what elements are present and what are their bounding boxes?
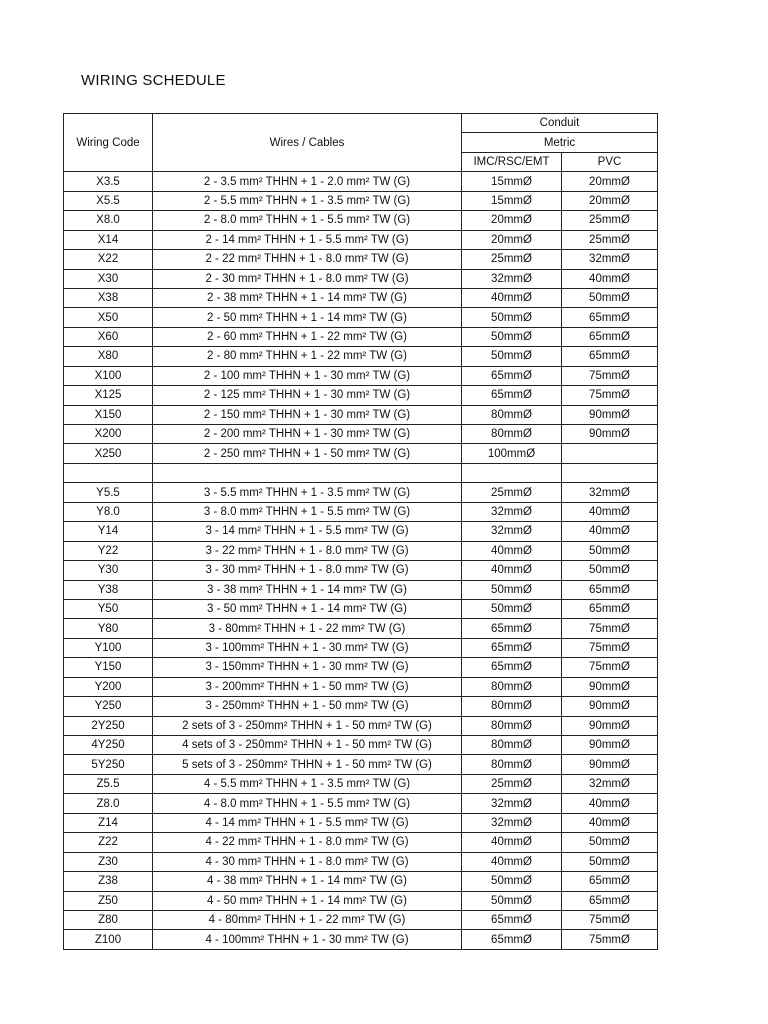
table-row: [64, 930, 658, 949]
header-imc: IMC/RSC/EMT: [462, 152, 562, 171]
cell-pvc-size: 75mmØ: [562, 910, 658, 929]
cell-pvc-size: 50mmØ: [562, 833, 658, 852]
cell-imc-size: 65mmØ: [462, 638, 562, 657]
cell-pvc-size: 75mmØ: [562, 930, 658, 949]
cell-imc-size: 20mmØ: [462, 230, 562, 249]
cell-wires-cables: 3 - 14 mm² THHN + 1 - 5.5 mm² TW (G): [153, 522, 462, 541]
cell-imc-size: 50mmØ: [462, 580, 562, 599]
cell-imc-size: 65mmØ: [462, 930, 562, 949]
cell-pvc-size: 40mmØ: [562, 269, 658, 288]
cell-pvc-size: 40mmØ: [562, 502, 658, 521]
cell-wiring-code: Y8.0: [64, 502, 153, 521]
cell-pvc-size: 50mmØ: [562, 852, 658, 871]
cell-imc-size: 65mmØ: [462, 658, 562, 677]
table-row: [64, 794, 658, 813]
cell-wiring-code: Y200: [64, 677, 153, 696]
cell-pvc-size: 50mmØ: [562, 288, 658, 307]
cell-wires-cables: 3 - 50 mm² THHN + 1 - 14 mm² TW (G): [153, 599, 462, 618]
cell-wires-cables: 4 - 8.0 mm² THHN + 1 - 5.5 mm² TW (G): [153, 794, 462, 813]
cell-wires-cables: [153, 463, 462, 482]
cell-wiring-code: Z30: [64, 852, 153, 871]
table-row: [64, 677, 658, 696]
cell-imc-size: 50mmØ: [462, 872, 562, 891]
cell-wiring-code: X30: [64, 269, 153, 288]
cell-wiring-code: X60: [64, 327, 153, 346]
cell-wires-cables: 2 - 60 mm² THHN + 1 - 22 mm² TW (G): [153, 327, 462, 346]
table-row: [64, 541, 658, 560]
cell-wiring-code: X3.5: [64, 172, 153, 191]
cell-pvc-size: 90mmØ: [562, 716, 658, 735]
cell-wires-cables: 3 - 30 mm² THHN + 1 - 8.0 mm² TW (G): [153, 561, 462, 580]
table-row: [64, 483, 658, 502]
cell-pvc-size: 20mmØ: [562, 172, 658, 191]
cell-wires-cables: 3 - 80mm² THHN + 1 - 22 mm² TW (G): [153, 619, 462, 638]
cell-pvc-size: [562, 463, 658, 482]
cell-pvc-size: 65mmØ: [562, 308, 658, 327]
cell-pvc-size: 90mmØ: [562, 697, 658, 716]
cell-pvc-size: 65mmØ: [562, 327, 658, 346]
cell-wires-cables: 4 - 5.5 mm² THHN + 1 - 3.5 mm² TW (G): [153, 774, 462, 793]
cell-wires-cables: 2 - 14 mm² THHN + 1 - 5.5 mm² TW (G): [153, 230, 462, 249]
cell-pvc-size: 90mmØ: [562, 755, 658, 774]
cell-wires-cables: 2 - 150 mm² THHN + 1 - 30 mm² TW (G): [153, 405, 462, 424]
table-body: [64, 172, 658, 950]
cell-wires-cables: 4 - 38 mm² THHN + 1 - 14 mm² TW (G): [153, 872, 462, 891]
cell-imc-size: 40mmØ: [462, 852, 562, 871]
table-row: [64, 502, 658, 521]
cell-wiring-code: Z38: [64, 872, 153, 891]
cell-wires-cables: 4 - 100mm² THHN + 1 - 30 mm² TW (G): [153, 930, 462, 949]
table-row: [64, 774, 658, 793]
cell-imc-size: 65mmØ: [462, 910, 562, 929]
cell-imc-size: 65mmØ: [462, 386, 562, 405]
cell-wires-cables: 4 - 80mm² THHN + 1 - 22 mm² TW (G): [153, 910, 462, 929]
table-row: [64, 658, 658, 677]
cell-imc-size: 80mmØ: [462, 405, 562, 424]
cell-wiring-code: 4Y250: [64, 736, 153, 755]
cell-pvc-size: 32mmØ: [562, 250, 658, 269]
cell-pvc-size: 25mmØ: [562, 230, 658, 249]
cell-wiring-code: X22: [64, 250, 153, 269]
table-row: [64, 463, 658, 482]
cell-imc-size: 32mmØ: [462, 522, 562, 541]
cell-imc-size: 80mmØ: [462, 716, 562, 735]
cell-pvc-size: 90mmØ: [562, 405, 658, 424]
table-row: [64, 736, 658, 755]
cell-wires-cables: 3 - 100mm² THHN + 1 - 30 mm² TW (G): [153, 638, 462, 657]
cell-imc-size: 50mmØ: [462, 327, 562, 346]
cell-wires-cables: 2 - 50 mm² THHN + 1 - 14 mm² TW (G): [153, 308, 462, 327]
cell-wiring-code: Z5.5: [64, 774, 153, 793]
cell-pvc-size: 40mmØ: [562, 522, 658, 541]
table-row: [64, 910, 658, 929]
table-row: [64, 191, 658, 210]
table-row: [64, 327, 658, 346]
cell-wires-cables: 2 - 8.0 mm² THHN + 1 - 5.5 mm² TW (G): [153, 211, 462, 230]
header-wiring-code: Wiring Code: [64, 114, 153, 172]
cell-wires-cables: 3 - 22 mm² THHN + 1 - 8.0 mm² TW (G): [153, 541, 462, 560]
table-row: [64, 580, 658, 599]
cell-pvc-size: 75mmØ: [562, 638, 658, 657]
cell-wiring-code: X150: [64, 405, 153, 424]
table-row: [64, 891, 658, 910]
cell-pvc-size: [562, 444, 658, 463]
cell-imc-size: 25mmØ: [462, 483, 562, 502]
cell-pvc-size: 90mmØ: [562, 677, 658, 696]
cell-wiring-code: Y30: [64, 561, 153, 580]
cell-imc-size: 40mmØ: [462, 288, 562, 307]
cell-pvc-size: 20mmØ: [562, 191, 658, 210]
cell-wires-cables: 2 - 30 mm² THHN + 1 - 8.0 mm² TW (G): [153, 269, 462, 288]
table-row: [64, 444, 658, 463]
cell-wiring-code: X100: [64, 366, 153, 385]
cell-wiring-code: Y22: [64, 541, 153, 560]
cell-wires-cables: 5 sets of 3 - 250mm² THHN + 1 - 50 mm² TW (G): [153, 755, 462, 774]
cell-wires-cables: 4 - 30 mm² THHN + 1 - 8.0 mm² TW (G): [153, 852, 462, 871]
header-row-1: [64, 114, 658, 133]
cell-wiring-code: X50: [64, 308, 153, 327]
table-row: [64, 366, 658, 385]
table-row: [64, 638, 658, 657]
cell-wiring-code: X250: [64, 444, 153, 463]
cell-wires-cables: 2 - 250 mm² THHN + 1 - 50 mm² TW (G): [153, 444, 462, 463]
cell-wiring-code: Y14: [64, 522, 153, 541]
cell-imc-size: 32mmØ: [462, 502, 562, 521]
cell-pvc-size: 90mmØ: [562, 736, 658, 755]
cell-pvc-size: 32mmØ: [562, 774, 658, 793]
header-metric: Metric: [462, 133, 658, 152]
cell-wiring-code: X125: [64, 386, 153, 405]
cell-wiring-code: Y100: [64, 638, 153, 657]
cell-wiring-code: X80: [64, 347, 153, 366]
cell-wiring-code: X8.0: [64, 211, 153, 230]
cell-pvc-size: 65mmØ: [562, 599, 658, 618]
cell-wires-cables: 2 - 80 mm² THHN + 1 - 22 mm² TW (G): [153, 347, 462, 366]
table-row: [64, 230, 658, 249]
cell-pvc-size: 25mmØ: [562, 211, 658, 230]
cell-pvc-size: 65mmØ: [562, 580, 658, 599]
cell-wiring-code: Z80: [64, 910, 153, 929]
table-row: [64, 522, 658, 541]
table-row: [64, 425, 658, 444]
table-row: [64, 308, 658, 327]
cell-wiring-code: X38: [64, 288, 153, 307]
cell-pvc-size: 65mmØ: [562, 872, 658, 891]
cell-imc-size: 15mmØ: [462, 172, 562, 191]
cell-imc-size: 15mmØ: [462, 191, 562, 210]
cell-imc-size: 25mmØ: [462, 250, 562, 269]
table-row: [64, 833, 658, 852]
cell-wiring-code: Z50: [64, 891, 153, 910]
table-row: [64, 250, 658, 269]
cell-pvc-size: 50mmØ: [562, 541, 658, 560]
cell-wires-cables: 3 - 150mm² THHN + 1 - 30 mm² TW (G): [153, 658, 462, 677]
cell-wires-cables: 2 - 5.5 mm² THHN + 1 - 3.5 mm² TW (G): [153, 191, 462, 210]
cell-wires-cables: 2 - 125 mm² THHN + 1 - 30 mm² TW (G): [153, 386, 462, 405]
cell-wiring-code: Y80: [64, 619, 153, 638]
table-row: [64, 561, 658, 580]
cell-wires-cables: 3 - 8.0 mm² THHN + 1 - 5.5 mm² TW (G): [153, 502, 462, 521]
wiring-schedule-table: [63, 113, 658, 950]
cell-wiring-code: X200: [64, 425, 153, 444]
cell-wiring-code: 5Y250: [64, 755, 153, 774]
cell-wiring-code: Z22: [64, 833, 153, 852]
cell-wires-cables: 3 - 5.5 mm² THHN + 1 - 3.5 mm² TW (G): [153, 483, 462, 502]
cell-imc-size: 100mmØ: [462, 444, 562, 463]
cell-wires-cables: 2 - 3.5 mm² THHN + 1 - 2.0 mm² TW (G): [153, 172, 462, 191]
cell-imc-size: [462, 463, 562, 482]
cell-wires-cables: 2 - 38 mm² THHN + 1 - 14 mm² TW (G): [153, 288, 462, 307]
cell-imc-size: 32mmØ: [462, 269, 562, 288]
cell-wires-cables: 4 - 22 mm² THHN + 1 - 8.0 mm² TW (G): [153, 833, 462, 852]
cell-imc-size: 80mmØ: [462, 736, 562, 755]
header-wires-cables: Wires / Cables: [153, 114, 462, 172]
cell-imc-size: 50mmØ: [462, 308, 562, 327]
cell-imc-size: 50mmØ: [462, 347, 562, 366]
table-row: [64, 288, 658, 307]
cell-pvc-size: 90mmØ: [562, 425, 658, 444]
cell-wiring-code: Z100: [64, 930, 153, 949]
table-row: [64, 269, 658, 288]
table-row: [64, 347, 658, 366]
table-row: [64, 386, 658, 405]
cell-wires-cables: 3 - 200mm² THHN + 1 - 50 mm² TW (G): [153, 677, 462, 696]
page-title: WIRING SCHEDULE: [81, 72, 226, 89]
table-row: [64, 852, 658, 871]
cell-wiring-code: X5.5: [64, 191, 153, 210]
cell-pvc-size: 32mmØ: [562, 483, 658, 502]
table-row: [64, 716, 658, 735]
cell-wires-cables: 2 sets of 3 - 250mm² THHN + 1 - 50 mm² TW (G): [153, 716, 462, 735]
cell-imc-size: 40mmØ: [462, 561, 562, 580]
cell-pvc-size: 40mmØ: [562, 794, 658, 813]
cell-wires-cables: 3 - 250mm² THHN + 1 - 50 mm² TW (G): [153, 697, 462, 716]
cell-wiring-code: [64, 463, 153, 482]
cell-wires-cables: 4 sets of 3 - 250mm² THHN + 1 - 50 mm² TW (G): [153, 736, 462, 755]
table-row: [64, 172, 658, 191]
cell-pvc-size: 65mmØ: [562, 891, 658, 910]
table-row: [64, 599, 658, 618]
cell-imc-size: 80mmØ: [462, 677, 562, 696]
cell-imc-size: 65mmØ: [462, 619, 562, 638]
cell-imc-size: 40mmØ: [462, 541, 562, 560]
cell-imc-size: 50mmØ: [462, 599, 562, 618]
cell-wiring-code: Y50: [64, 599, 153, 618]
table-row: [64, 813, 658, 832]
cell-imc-size: 25mmØ: [462, 774, 562, 793]
cell-pvc-size: 75mmØ: [562, 658, 658, 677]
table-row: [64, 211, 658, 230]
cell-pvc-size: 40mmØ: [562, 813, 658, 832]
cell-imc-size: 80mmØ: [462, 755, 562, 774]
cell-wiring-code: Z14: [64, 813, 153, 832]
cell-wiring-code: X14: [64, 230, 153, 249]
cell-wiring-code: Y150: [64, 658, 153, 677]
cell-wires-cables: 4 - 50 mm² THHN + 1 - 14 mm² TW (G): [153, 891, 462, 910]
cell-wires-cables: 2 - 100 mm² THHN + 1 - 30 mm² TW (G): [153, 366, 462, 385]
cell-imc-size: 80mmØ: [462, 697, 562, 716]
header-conduit: Conduit: [462, 114, 658, 133]
cell-wiring-code: Y250: [64, 697, 153, 716]
table-row: [64, 405, 658, 424]
cell-pvc-size: 65mmØ: [562, 347, 658, 366]
cell-wiring-code: 2Y250: [64, 716, 153, 735]
cell-wiring-code: Z8.0: [64, 794, 153, 813]
header-pvc: PVC: [562, 152, 658, 171]
cell-wiring-code: Y38: [64, 580, 153, 599]
cell-pvc-size: 75mmØ: [562, 619, 658, 638]
table-row: [64, 755, 658, 774]
cell-wires-cables: 2 - 200 mm² THHN + 1 - 30 mm² TW (G): [153, 425, 462, 444]
cell-imc-size: 20mmØ: [462, 211, 562, 230]
cell-wires-cables: 3 - 38 mm² THHN + 1 - 14 mm² TW (G): [153, 580, 462, 599]
table-row: [64, 619, 658, 638]
table-row: [64, 697, 658, 716]
cell-imc-size: 80mmØ: [462, 425, 562, 444]
cell-imc-size: 40mmØ: [462, 833, 562, 852]
cell-wiring-code: Y5.5: [64, 483, 153, 502]
cell-wires-cables: 4 - 14 mm² THHN + 1 - 5.5 mm² TW (G): [153, 813, 462, 832]
cell-imc-size: 32mmØ: [462, 813, 562, 832]
cell-imc-size: 50mmØ: [462, 891, 562, 910]
cell-pvc-size: 75mmØ: [562, 366, 658, 385]
cell-imc-size: 65mmØ: [462, 366, 562, 385]
cell-imc-size: 32mmØ: [462, 794, 562, 813]
cell-pvc-size: 50mmØ: [562, 561, 658, 580]
cell-wires-cables: 2 - 22 mm² THHN + 1 - 8.0 mm² TW (G): [153, 250, 462, 269]
cell-pvc-size: 75mmØ: [562, 386, 658, 405]
table-row: [64, 872, 658, 891]
